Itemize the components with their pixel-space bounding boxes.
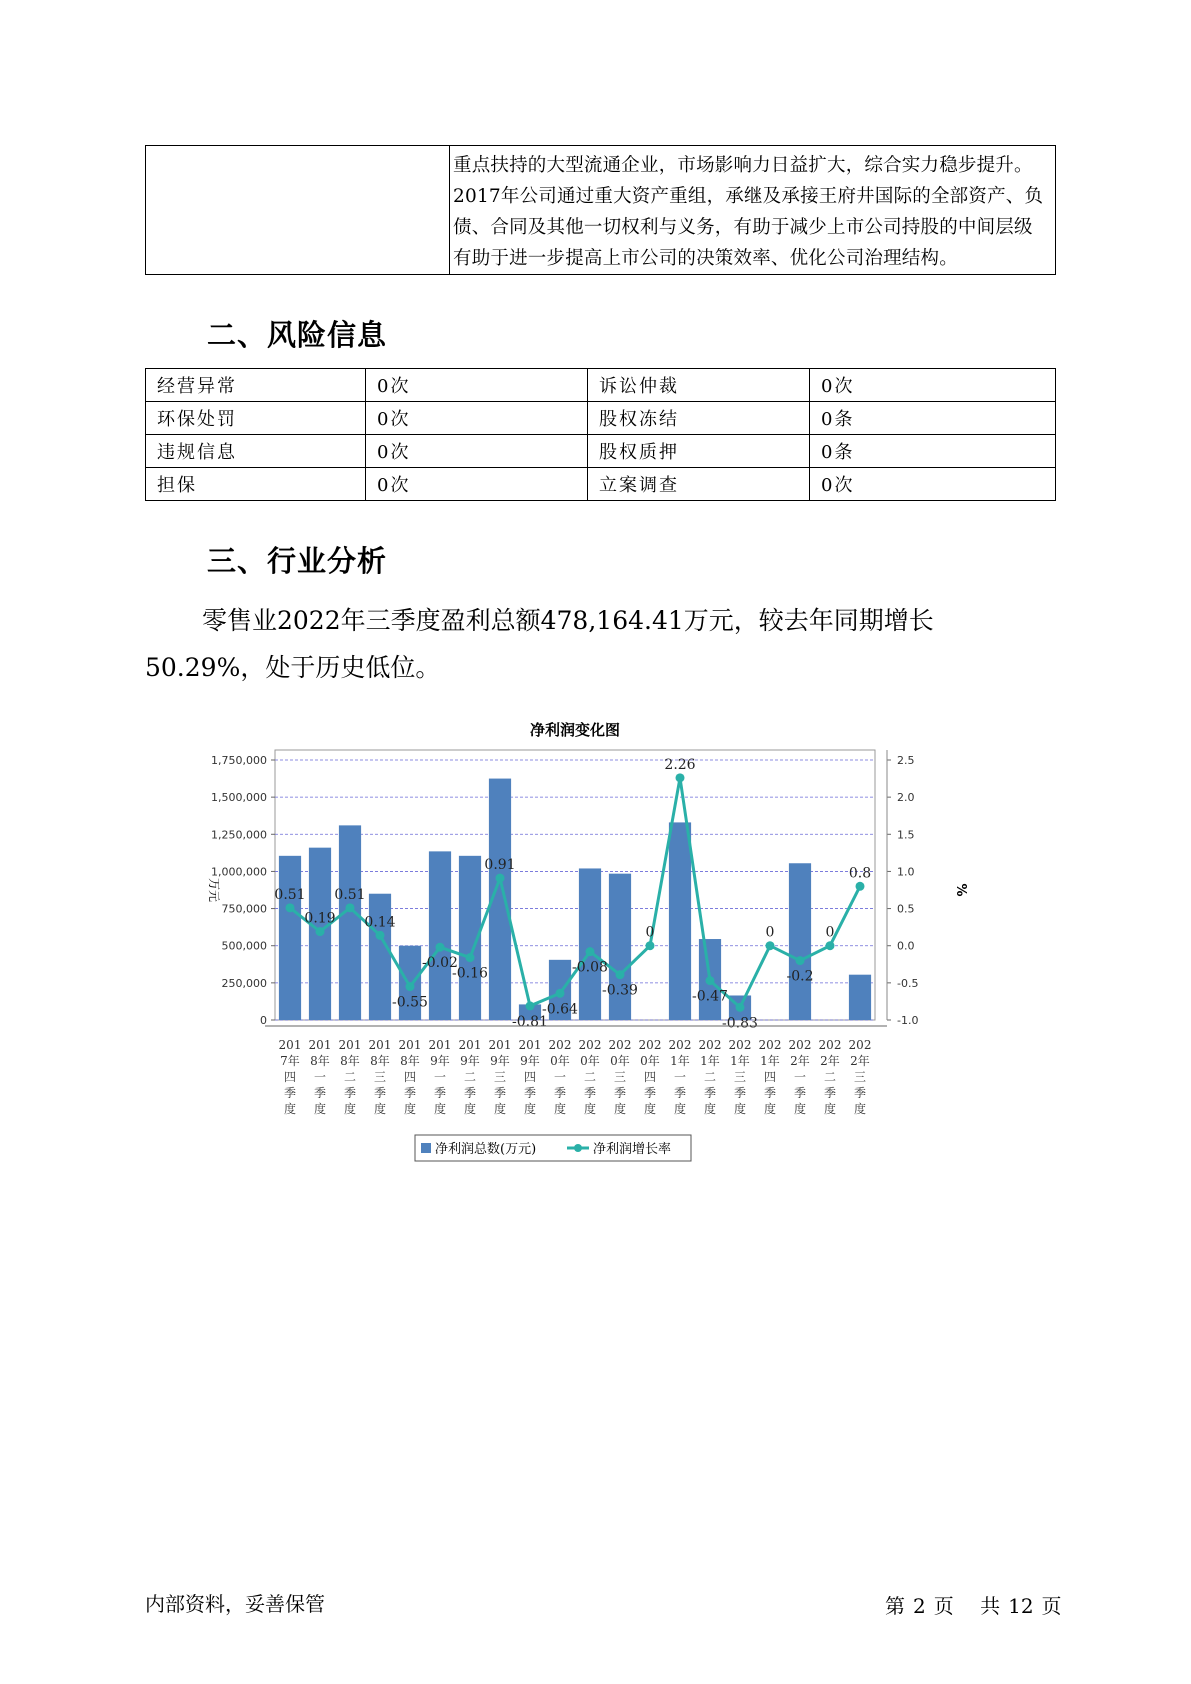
growth-data-label: -0.83: [722, 1015, 758, 1032]
x-tick-label: 0年: [580, 1054, 600, 1068]
intro-empty-cell: [146, 146, 450, 275]
x-tick-label: 2年: [850, 1054, 870, 1068]
growth-data-label: 0.8: [848, 865, 872, 882]
x-tick-label: 三: [373, 1070, 387, 1084]
x-tick-label: 2年: [790, 1054, 810, 1068]
x-tick-label: 度: [793, 1102, 807, 1116]
x-tick-label: 季: [733, 1086, 747, 1100]
x-tick-label: 季: [763, 1086, 777, 1100]
plot-area: [275, 750, 875, 1020]
growth-data-label: -0.02: [422, 955, 458, 972]
growth-data-label: 0.51: [334, 886, 366, 903]
x-tick-label: 二: [823, 1070, 837, 1084]
table-row: [146, 468, 1056, 501]
x-tick-label: 四: [283, 1070, 297, 1084]
y2-tick-label: -1.0: [897, 1014, 919, 1027]
x-tick-label: 度: [523, 1102, 537, 1116]
x-tick-label: 三: [853, 1070, 867, 1084]
risk-value: 0次: [366, 435, 588, 468]
x-tick-label: 四: [763, 1070, 777, 1084]
intro-text-cell: [450, 146, 1056, 275]
x-tick-label: 8年: [400, 1054, 420, 1068]
x-tick-label: 三: [493, 1070, 507, 1084]
x-tick-label: 2年: [820, 1054, 840, 1068]
x-tick-label: 度: [553, 1102, 567, 1116]
x-tick-label: 0年: [640, 1054, 660, 1068]
y-tick-label: 1,000,000: [211, 865, 267, 879]
x-tick-label: 二: [463, 1070, 477, 1084]
x-tick-label: 度: [433, 1102, 447, 1116]
x-tick-label: 四: [403, 1070, 417, 1084]
y-tick-label: 1,750,000: [211, 754, 267, 767]
footer-note: 内部资料，妥善保管: [145, 1592, 325, 1616]
risk-label: 环保处罚: [146, 402, 366, 435]
growth-data-label: 0: [645, 924, 655, 941]
y-tick-label: 1,500,000: [211, 791, 267, 805]
x-tick-label: 季: [433, 1086, 447, 1100]
growth-data-label: -0.2: [786, 968, 814, 985]
y2-tick-label: -0.5: [897, 976, 919, 990]
table-row: [146, 402, 1056, 435]
intro-line: 债、合同及其他一切权利与义务，有助于减少上市公司持股的中间层级: [453, 217, 1033, 238]
legend-line-label: 净利润增长率: [593, 1142, 672, 1157]
growth-point: [766, 941, 775, 950]
x-tick-label: 度: [313, 1102, 327, 1116]
x-tick-label: 201: [278, 1038, 302, 1052]
growth-data-label: -0.64: [542, 1001, 578, 1018]
x-tick-label: 202: [578, 1038, 602, 1052]
bar: [849, 975, 871, 1020]
page-prefix: 第: [885, 1594, 905, 1618]
x-tick-label: 1年: [730, 1054, 750, 1068]
x-tick-label: 季: [343, 1086, 357, 1100]
x-tick-label: 201: [428, 1038, 452, 1052]
x-tick-label: 度: [703, 1102, 717, 1116]
bar: [369, 894, 391, 1020]
y-tick-label: 250,000: [221, 976, 267, 990]
x-tick-label: 季: [583, 1086, 597, 1100]
x-tick-label: 度: [343, 1102, 357, 1116]
x-tick-label: 季: [403, 1086, 417, 1100]
profit-chart: [165, 710, 1045, 1190]
x-tick-label: 7年: [280, 1054, 300, 1068]
growth-point: [376, 931, 385, 940]
x-tick-label: 202: [758, 1038, 782, 1052]
x-tick-label: 9年: [460, 1054, 480, 1068]
paragraph-line: 50.29%，处于历史低位。: [145, 653, 441, 682]
risk-value: 0次: [810, 468, 1056, 501]
x-tick-label: 0年: [550, 1054, 570, 1068]
risk-value: 0条: [810, 402, 1056, 435]
intro-table: [145, 145, 1056, 275]
table-row: [146, 369, 1056, 402]
x-tick-label: 季: [673, 1086, 687, 1100]
y-tick-label: 1,250,000: [211, 828, 267, 842]
risk-label: 担保: [146, 468, 366, 501]
x-tick-label: 202: [638, 1038, 662, 1052]
chart-title: 净利润变化图: [529, 721, 621, 739]
x-tick-label: 8年: [310, 1054, 330, 1068]
x-tick-label: 度: [283, 1102, 297, 1116]
risk-value: 0次: [366, 468, 588, 501]
x-tick-label: 202: [728, 1038, 752, 1052]
growth-data-label: 2.26: [664, 756, 696, 773]
bar: [579, 868, 601, 1020]
x-tick-label: 三: [733, 1070, 747, 1084]
x-tick-label: 度: [463, 1102, 477, 1116]
x-tick-label: 季: [373, 1086, 387, 1100]
y-tick-label: 500,000: [221, 939, 267, 953]
x-tick-label: 二: [583, 1070, 597, 1084]
bar: [279, 856, 301, 1020]
x-tick-label: 202: [698, 1038, 722, 1052]
x-tick-label: 季: [643, 1086, 657, 1100]
x-tick-label: 202: [848, 1038, 872, 1052]
x-tick-label: 9年: [490, 1054, 510, 1068]
x-tick-label: 一: [433, 1070, 447, 1084]
x-tick-label: 度: [673, 1102, 687, 1116]
x-tick-label: 1年: [670, 1054, 690, 1068]
total-suffix: 页: [1041, 1594, 1062, 1618]
x-tick-label: 度: [853, 1102, 867, 1116]
x-tick-label: 季: [283, 1086, 297, 1100]
growth-data-label: -0.47: [692, 988, 728, 1005]
growth-point: [466, 953, 475, 962]
x-tick-label: 一: [313, 1070, 327, 1084]
x-tick-label: 季: [523, 1086, 537, 1100]
x-tick-label: 四: [523, 1070, 537, 1084]
y2-tick-label: 2.5: [897, 754, 915, 767]
risk-label: 经营异常: [146, 369, 366, 402]
bar: [789, 863, 811, 1020]
growth-data-label: -0.81: [512, 1013, 548, 1030]
growth-point: [346, 903, 355, 912]
x-tick-label: 8年: [370, 1054, 390, 1068]
x-tick-label: 度: [373, 1102, 387, 1116]
x-tick-label: 一: [553, 1070, 567, 1084]
page-total: 12: [1008, 1594, 1034, 1618]
legend-line-marker: [574, 1144, 582, 1152]
intro-line: 2017年公司通过重大资产重组，承继及承接王府井国际的全部资产、负: [453, 186, 1044, 207]
growth-point: [286, 903, 295, 912]
x-tick-label: 二: [703, 1070, 717, 1084]
page-number: [885, 1590, 1070, 1619]
paragraph-line: 零售业2022年三季度盈利总额478,164.41万元，较去年同期增长: [202, 606, 934, 635]
y-axis-label: 万元: [207, 877, 221, 903]
x-tick-label: 度: [613, 1102, 627, 1116]
y2-tick-label: 0.0: [897, 939, 915, 953]
x-tick-label: 季: [703, 1086, 717, 1100]
industry-paragraph: [145, 597, 1005, 691]
section-title-industry: 三、行业分析: [207, 544, 388, 578]
page-mid: 页: [933, 1594, 954, 1618]
x-tick-label: 1年: [760, 1054, 780, 1068]
y2-tick-label: 1.0: [897, 865, 915, 879]
x-tick-label: 季: [463, 1086, 477, 1100]
x-tick-label: 季: [853, 1086, 867, 1100]
growth-data-label: -0.08: [572, 959, 608, 976]
x-tick-label: 9年: [520, 1054, 540, 1068]
growth-data-label: -0.55: [392, 994, 428, 1011]
legend-bar-swatch: [421, 1143, 431, 1153]
intro-line: 重点扶持的大型流通企业，市场影响力日益扩大，综合实力稳步提升。: [453, 155, 1033, 176]
x-tick-label: 201: [488, 1038, 512, 1052]
x-tick-label: 201: [518, 1038, 542, 1052]
x-tick-label: 度: [763, 1102, 777, 1116]
risk-label: 股权质押: [588, 435, 810, 468]
growth-point: [436, 943, 445, 952]
growth-data-label: 0.19: [304, 910, 336, 927]
x-tick-label: 度: [583, 1102, 597, 1116]
x-tick-label: 201: [308, 1038, 332, 1052]
x-tick-label: 度: [643, 1102, 657, 1116]
x-tick-label: 一: [793, 1070, 807, 1084]
y-tick-label: 750,000: [221, 902, 267, 916]
page-current: 2: [913, 1594, 926, 1618]
risk-value: 0次: [810, 369, 1056, 402]
x-tick-label: 201: [398, 1038, 422, 1052]
risk-value: 0次: [366, 402, 588, 435]
x-tick-label: 季: [613, 1086, 627, 1100]
bar: [669, 822, 691, 1020]
x-tick-label: 202: [788, 1038, 812, 1052]
x-tick-label: 一: [673, 1070, 687, 1084]
growth-point: [826, 941, 835, 950]
growth-point: [586, 947, 595, 956]
growth-point: [676, 773, 685, 782]
growth-point: [616, 970, 625, 979]
risk-label: 违规信息: [146, 435, 366, 468]
growth-point: [526, 1001, 535, 1010]
x-tick-label: 季: [313, 1086, 327, 1100]
intro-line: 有助于进一步提高上市公司的决策效率、优化公司治理结构。: [453, 248, 958, 269]
y2-tick-label: 1.5: [897, 828, 915, 842]
risk-value: 0条: [810, 435, 1056, 468]
y2-tick-label: 2.0: [897, 791, 915, 805]
table-row: [146, 435, 1056, 468]
legend-bar-label: 净利润总数(万元): [435, 1142, 537, 1157]
x-tick-label: 202: [548, 1038, 572, 1052]
risk-label: 立案调查: [588, 468, 810, 501]
x-tick-label: 四: [643, 1070, 657, 1084]
x-tick-label: 度: [733, 1102, 747, 1116]
x-tick-label: 二: [343, 1070, 357, 1084]
x-tick-label: 三: [613, 1070, 627, 1084]
x-tick-label: 季: [823, 1086, 837, 1100]
x-tick-label: 季: [793, 1086, 807, 1100]
total-prefix: 共: [980, 1594, 1001, 1618]
risk-label: 诉讼仲裁: [588, 369, 810, 402]
growth-data-label: 0: [825, 924, 835, 941]
growth-point: [316, 927, 325, 936]
x-tick-label: 季: [553, 1086, 567, 1100]
x-tick-label: 202: [818, 1038, 842, 1052]
x-tick-label: 季: [493, 1086, 507, 1100]
growth-data-label: -0.39: [602, 982, 638, 999]
y2-axis-label: %: [953, 883, 968, 897]
x-tick-label: 9年: [430, 1054, 450, 1068]
y2-tick-label: 0.5: [897, 902, 915, 916]
section-title-risk: 二、风险信息: [207, 318, 388, 352]
bar: [339, 825, 361, 1020]
growth-point: [796, 956, 805, 965]
growth-data-label: 0.91: [484, 857, 516, 874]
growth-point: [406, 982, 415, 991]
x-tick-label: 202: [608, 1038, 632, 1052]
risk-label: 股权冻结: [588, 402, 810, 435]
growth-point: [856, 882, 865, 891]
growth-data-label: -0.16: [452, 965, 488, 982]
growth-point: [496, 874, 505, 883]
risk-value: 0次: [366, 369, 588, 402]
x-tick-label: 201: [338, 1038, 362, 1052]
growth-point: [736, 1003, 745, 1012]
x-tick-label: 度: [403, 1102, 417, 1116]
x-tick-label: 1年: [700, 1054, 720, 1068]
growth-data-label: 0.14: [364, 914, 396, 931]
y-tick-label: 0: [260, 1014, 267, 1027]
x-tick-label: 202: [668, 1038, 692, 1052]
x-tick-label: 201: [368, 1038, 392, 1052]
growth-point: [706, 976, 715, 985]
x-tick-label: 度: [823, 1102, 837, 1116]
x-tick-label: 8年: [340, 1054, 360, 1068]
growth-data-label: 0: [765, 924, 775, 941]
risk-table: [145, 368, 1056, 501]
bar: [429, 851, 451, 1020]
growth-data-label: 0.51: [274, 886, 306, 903]
x-tick-label: 度: [493, 1102, 507, 1116]
growth-point: [646, 941, 655, 950]
x-tick-label: 201: [458, 1038, 482, 1052]
growth-point: [556, 989, 565, 998]
x-tick-label: 0年: [610, 1054, 630, 1068]
